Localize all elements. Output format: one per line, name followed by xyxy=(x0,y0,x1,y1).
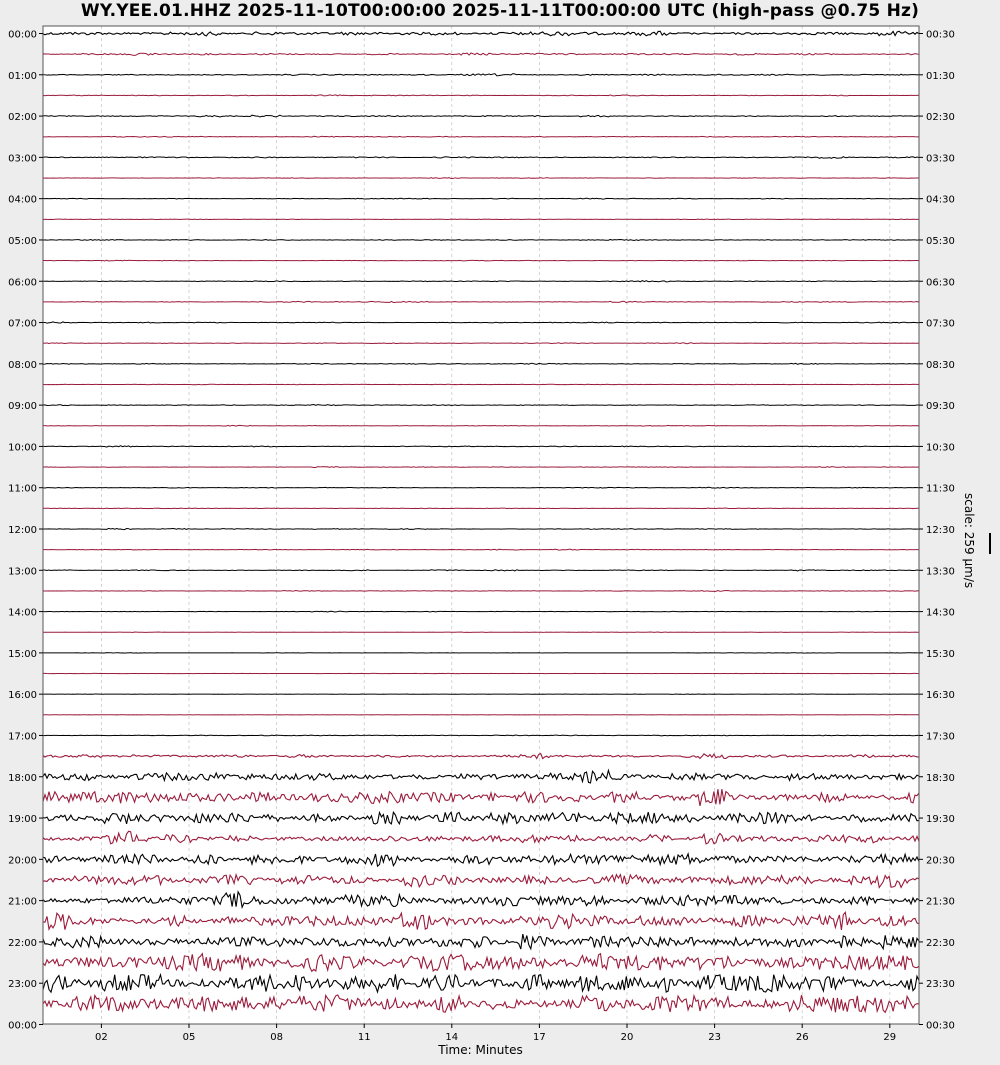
y-tick-label-right: 16:30 xyxy=(926,690,955,702)
y-tick-label-left: 00:00 xyxy=(8,29,37,41)
x-tick-label: 02 xyxy=(95,1032,108,1043)
plot-area xyxy=(43,26,919,1024)
y-tick-label-right: 11:30 xyxy=(926,483,955,495)
y-tick-label-right: 00:30 xyxy=(926,1020,955,1032)
y-tick-label-left: 23:00 xyxy=(8,979,37,991)
y-tick-label-right: 00:30 xyxy=(926,29,955,41)
y-tick-label-left: 08:00 xyxy=(8,359,37,371)
seismogram-trace xyxy=(43,735,919,736)
y-tick-label-right: 06:30 xyxy=(926,277,955,289)
y-tick-label-left: 05:00 xyxy=(8,235,37,247)
y-tick-label-right: 19:30 xyxy=(926,814,955,826)
seismogram-trace xyxy=(43,178,919,179)
seismogram-trace xyxy=(43,384,919,385)
y-tick-label-left: 00:00 xyxy=(8,1020,37,1032)
y-tick-label-left: 07:00 xyxy=(8,318,37,330)
y-tick-label-right: 01:30 xyxy=(926,70,955,82)
seismogram-trace xyxy=(43,508,919,509)
y-tick-label-right: 22:30 xyxy=(926,937,955,949)
y-tick-label-right: 02:30 xyxy=(926,112,955,124)
y-tick-label-right: 14:30 xyxy=(926,607,955,619)
y-tick-label-left: 11:00 xyxy=(8,483,37,495)
seismogram-trace xyxy=(43,591,919,592)
y-tick-label-right: 15:30 xyxy=(926,648,955,660)
y-tick-label-right: 04:30 xyxy=(926,194,955,206)
y-tick-label-left: 02:00 xyxy=(8,112,37,124)
y-tick-label-right: 07:30 xyxy=(926,318,955,330)
x-tick-label: 17 xyxy=(533,1032,546,1043)
y-tick-label-right: 23:30 xyxy=(926,979,955,991)
y-tick-label-left: 15:00 xyxy=(8,648,37,660)
x-tick-label: 26 xyxy=(795,1032,809,1043)
seismogram-trace xyxy=(43,260,919,261)
y-tick-label-right: 05:30 xyxy=(926,235,955,247)
y-tick-label-left: 16:00 xyxy=(8,690,37,702)
x-tick-label: 29 xyxy=(883,1032,897,1043)
x-axis-label: Time: Minutes xyxy=(438,1043,523,1057)
x-tick-label: 08 xyxy=(270,1032,283,1043)
y-tick-label-right: 10:30 xyxy=(926,442,955,454)
seismogram-trace xyxy=(43,425,919,426)
chart-title: WY.YEE.01.HHZ 2025-11-10T00:00:00 2025-11-11T00:00:00 UTC (high-pass @0.75 Hz) xyxy=(80,1,920,21)
x-tick-label: 11 xyxy=(357,1032,371,1043)
seismogram-trace xyxy=(43,467,919,468)
y-tick-label-left: 03:00 xyxy=(8,153,37,165)
y-tick-label-left: 09:00 xyxy=(8,401,37,413)
y-tick-label-left: 04:00 xyxy=(8,194,37,206)
y-tick-label-right: 17:30 xyxy=(926,731,955,743)
x-tick-label: 23 xyxy=(708,1032,721,1043)
y-tick-label-right: 09:30 xyxy=(926,401,955,413)
y-tick-label-left: 21:00 xyxy=(8,896,37,908)
y-tick-label-left: 18:00 xyxy=(8,772,37,784)
y-tick-label-left: 20:00 xyxy=(8,855,37,867)
y-tick-label-left: 14:00 xyxy=(8,607,37,619)
y-tick-label-right: 13:30 xyxy=(926,566,955,578)
y-tick-label-left: 13:00 xyxy=(8,566,37,578)
x-tick-label: 14 xyxy=(445,1032,459,1043)
y-tick-label-left: 06:00 xyxy=(8,277,37,289)
x-tick-label: 05 xyxy=(182,1032,196,1043)
y-tick-label-right: 08:30 xyxy=(926,359,955,371)
y-axis-scale-label: scale: 259 µm/s xyxy=(962,493,976,589)
y-tick-label-left: 01:00 xyxy=(8,70,37,82)
y-tick-label-left: 10:00 xyxy=(8,442,37,454)
seismogram-trace xyxy=(43,363,919,364)
y-tick-label-left: 22:00 xyxy=(8,937,37,949)
y-tick-label-right: 21:30 xyxy=(926,896,955,908)
seismogram-trace xyxy=(43,549,919,550)
x-tick-label: 20 xyxy=(620,1032,634,1043)
seismogram-trace xyxy=(43,343,919,344)
y-tick-label-left: 12:00 xyxy=(8,525,37,536)
y-tick-label-right: 12:30 xyxy=(926,525,955,536)
y-tick-label-right: 18:30 xyxy=(926,772,955,784)
y-tick-label-left: 17:00 xyxy=(8,731,37,743)
y-tick-label-left: 19:00 xyxy=(8,814,37,826)
seismogram-trace xyxy=(43,611,919,612)
y-tick-label-right: 20:30 xyxy=(926,855,955,867)
y-tick-label-right: 03:30 xyxy=(926,153,955,165)
